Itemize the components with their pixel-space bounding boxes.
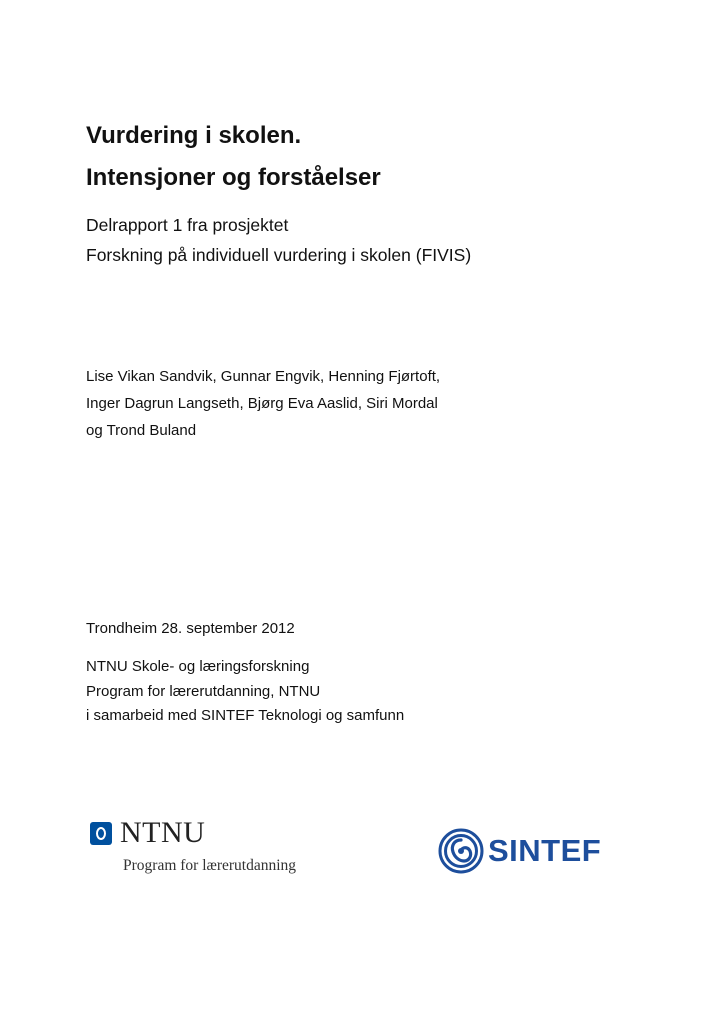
authors-line-3: og Trond Buland: [86, 422, 197, 439]
ntnu-logo-wordmark: NTNU: [120, 816, 206, 849]
ntnu-logo: [90, 818, 340, 882]
sintef-logo-wordmark: SINTEF: [488, 833, 602, 868]
title-line-2: Intensjoner og forståelser: [86, 164, 381, 191]
sintef-logo: [438, 828, 623, 876]
ntnu-emblem-icon: [90, 822, 112, 845]
place-date: Trondheim 28. september 2012: [86, 620, 295, 637]
authors-line-1: Lise Vikan Sandvik, Gunnar Engvik, Henning Fjørtoft,: [86, 368, 441, 385]
institution-line-1: NTNU Skole- og læringsforskning: [86, 658, 310, 675]
title-line-1: Vurdering i skolen.: [86, 122, 302, 149]
sintef-emblem-icon: [438, 828, 484, 874]
ntnu-logo-subtitle: Program for lærerutdanning: [123, 857, 297, 874]
subtitle-line-1: Delrapport 1 fra prosjektet: [86, 215, 289, 235]
subtitle-line-2: Forskning på individuell vurdering i skolen (FIVIS): [86, 245, 472, 265]
authors-line-2: Inger Dagrun Langseth, Bjørg Eva Aaslid, Siri Mordal: [86, 395, 438, 412]
institution-line-3: i samarbeid med SINTEF Teknologi og samfunn: [86, 707, 405, 724]
institution-line-2: Program for lærerutdanning, NTNU: [86, 683, 321, 700]
